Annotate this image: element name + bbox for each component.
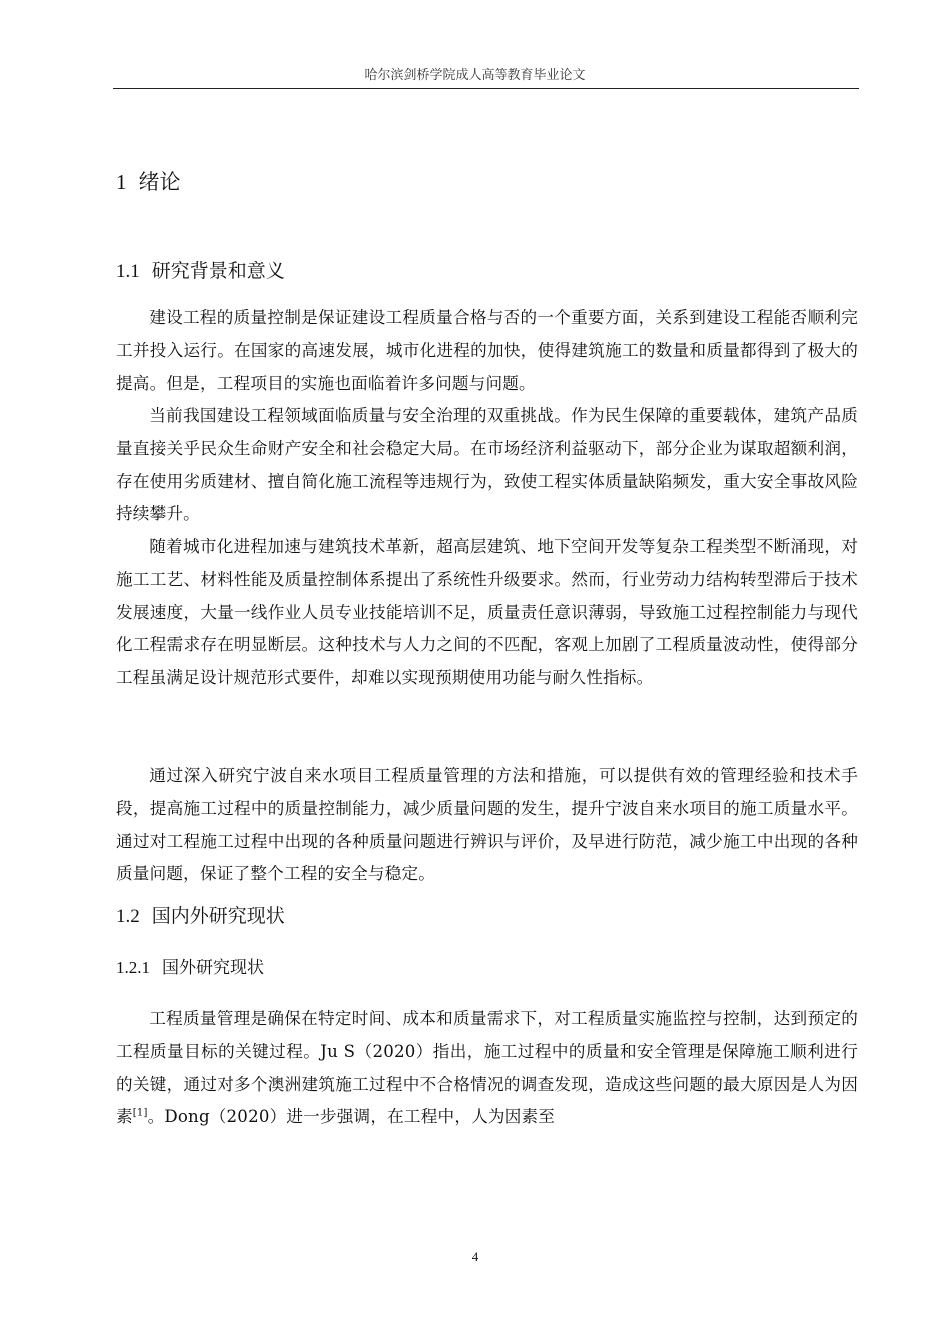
chapter-number: 1 [116,170,127,194]
section-heading-1-1 [116,257,285,286]
section-number: 1.1 [116,261,140,282]
header-rule [113,88,859,89]
page-number: 4 [471,1249,479,1264]
running-header: 哈尔滨剑桥学院成人高等教育毕业论文 [364,68,586,83]
subsection-heading-1-2-1 [116,955,264,981]
paragraph: 建设工程的质量控制是保证建设工程质量合格与否的一个重要方面，关系到建设工程能否顺利完工并投入运行。在国家的高速发展，城市化进程的加快，使得建筑施工的数量和质量都得到了极大的提高。但是，工程项目的实施也面临着许多问题与问题。 [116,308,858,393]
paragraph [116,1003,858,1134]
section-heading-1-2 [116,902,285,931]
section-title: 研究背景和意义 [151,260,285,282]
subsection-title: 国外研究现状 [162,958,264,978]
subsection-number: 1.2.1 [116,958,150,977]
citation-reference[interactable]: [1] [132,1107,148,1119]
chapter-heading [116,167,181,197]
section-title: 国内外研究现状 [151,905,285,927]
paragraph: 当前我国建设工程领域面临质量与安全治理的双重挑战。作为民生保障的重要载体，建筑产品质量直接关乎民众生命财产安全和社会稳定大局。在市场经济利益驱动下，部分企业为谋取超额利润，存在使用劣质建材、擅自简化施工流程等违规行为，致使工程实体质量缺陷频发，重大安全事故风险持续攀升。 [116,406,858,524]
paragraph: 通过深入研究宁波自来水项目工程质量管理的方法和措施，可以提供有效的管理经验和技术手段，提高施工过程中的质量控制能力，减少质量问题的发生，提升宁波自来水项目的施工质量水平。通过对工程施工过程中出现的各种质量问题进行辨识与评价，及早进行防范，减少施工中出现的各种质量问题，保证了整个工程的安全与稳定。 [116,766,858,884]
chapter-title: 绪论 [138,170,181,194]
section-number: 1.2 [116,906,140,927]
paragraph: 随着城市化进程加速与建筑技术革新，超高层建筑、地下空间开发等复杂工程类型不断涌现，对施工工艺、材料性能及质量控制体系提出了系统性升级要求。然而，行业劳动力结构转型滞后于技术发展速度，大量一线作业人员专业技能培训不足，质量责任意识薄弱，导致施工过程控制能力与现代化工程需求存在明显断层。这种技术与人力之间的不匹配，客观上加剧了工程质量波动性，使得部分工程虽满足设计规范形式要件，却难以实现预期使用功能与耐久性指标。 [116,537,858,688]
paragraph-text: 。Dong（2020）进一步强调，在工程中，人为因素至 [147,1107,556,1127]
paragraph-text: 工程质量管理是确保在特定时间、成本和质量需求下，对工程质量实施监控与控制，达到预定的工程质量目标的关键过程。Ju S（2020）指出，施工过程中的质量和安全管理是保障施工顺利进行的关键，通过对多个澳洲建筑施工过程中不合格情况的调查发现，造成这些问题的最大原因是人为因素 [116,1009,858,1127]
